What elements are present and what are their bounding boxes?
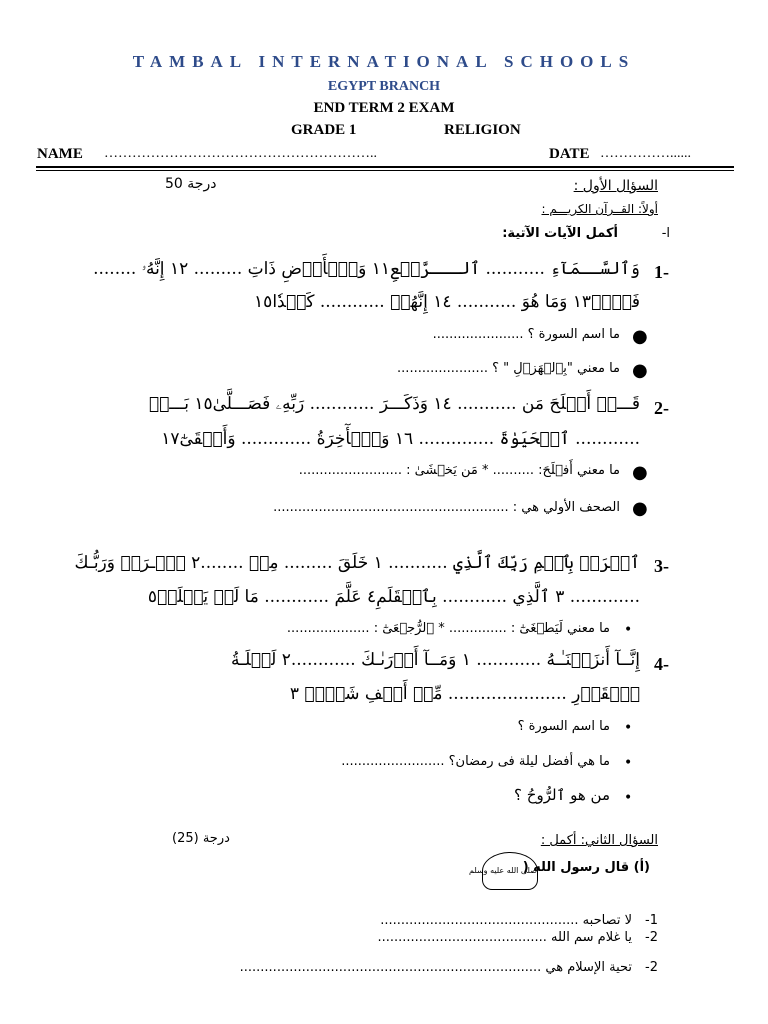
part2-item2: يا غلام سم الله ......................................... (377, 930, 632, 945)
q2-bullet1: ما معني أَفۡلَحَ: .......... * مَن يَخۡشَىٰ : ......................... (298, 463, 620, 478)
q1-bullet2: ما معني "بِٱلۡهَزۡلِ " ؟ ...................... (397, 361, 620, 376)
part2-item2-number: 2- (645, 930, 658, 945)
bullet-icon: ● (632, 462, 648, 483)
part2-item3-number: 2- (645, 960, 658, 975)
q3-line1: ٱقۡرَأۡ بِٱسۡمِ رَبِّكَ ٱلَّذِي ........... ١ خَلَقَ ......... مِنۡ ........٢ ٱقۡـرَأۡ وَرَبُّـكَ (74, 553, 640, 573)
q2-bullet2: الصحف الأولي هي : ......................................................... (273, 500, 620, 515)
q4-bullet1: ما اسم السورة ؟ (517, 719, 610, 734)
bullet-icon: • (624, 622, 633, 638)
q2-number: 2- (654, 398, 669, 418)
bullet-icon: ● (632, 498, 648, 519)
q3-bullet1: ما معني لَيَطۡغَىٰٓ : .............. * ٱلرُّجۡعَىٰٓ : .................... (286, 621, 610, 636)
bullet-icon: ● (632, 326, 648, 347)
hadith-intro: (أ) قال رسول الله ( (522, 860, 650, 875)
header-rule-thin (36, 170, 734, 171)
part1-score: درجة 50 (165, 176, 217, 192)
date-field[interactable]: ……………...... (600, 146, 691, 161)
bullet-icon: • (624, 755, 633, 771)
q3-number: 3- (654, 556, 669, 576)
part1-subtitle: أولاً: القــرآن الكريـــم : (541, 202, 658, 216)
q4-number: 4- (654, 654, 669, 674)
part1-title: السؤال الأول : (573, 178, 658, 194)
exam-title: END TERM 2 EXAM (313, 100, 455, 116)
instruction-number: ا- (661, 226, 670, 241)
part2-item3: تحية الإسلام هي ......................................................................... (239, 960, 632, 975)
q2-line2: ............ ٱلۡحَيَوٰةَ .............. ١٦ وَٱلۡأٓخِرَةُ ............. وَأَبۡقَىٰٓ١٧ (161, 429, 640, 449)
school-name: TAMBAL INTERNATIONAL SCHOOLS (132, 52, 636, 71)
q1-line1: وَٱلسَّــمَآءِ ........... ٱلـــرَّجۡعِ١١ وَٱلۡأَرۡضِ ذَاتِ ......... ١٢ إِنَّهُۥ ........ (93, 259, 640, 279)
branch-name: EGYPT BRANCH (327, 79, 441, 94)
bullet-icon: ● (632, 360, 648, 381)
part2-title: السؤال الثاني: أكمل : (540, 833, 658, 848)
grade-label: GRADE 1 (291, 122, 357, 138)
name-label: NAME (37, 146, 83, 162)
bullet-icon: • (624, 790, 633, 806)
salutation-seal-icon: صلى الله عليه وسلم (482, 852, 538, 890)
q4-bullet2: ما هي أفضل ليلة فى رمضان؟ ......................... (341, 754, 610, 769)
q3-line2: ............. ٣ ٱلَّذِي ............ بِٱلۡقَلَمِ٤ عَلَّمَ ............ مَا لَمۡ يَعۡلَمۡ٥ (147, 587, 640, 607)
date-label: DATE (549, 146, 590, 162)
q1-bullet1: ما اسم السورة ؟ ...................... (432, 327, 620, 342)
name-field[interactable]: ………………………………………………….. (104, 146, 377, 161)
q1-line2: فَصۡلٞ١٣ وَمَا هُوَ ........... ١٤ إِنَّهُمۡ ............ كَيۡدٗا١٥ (254, 292, 640, 312)
q4-bullet3: من هو ٱلرُّوحُ ؟ (514, 786, 610, 804)
bullet-icon: • (624, 720, 633, 736)
q1-number: 1- (654, 262, 669, 282)
q2-line1: قَـــدۡ أَفۡلَحَ مَن ........... ١٤ وَذَكَـــرَ ............ رَبِّهِۦ فَصَـــلَّىٰ١٥ بَـــلۡ (148, 394, 640, 414)
q4-line2: ٱلۡقَدۡرِ ...................... مِّنۡ أَلۡفِ شَهۡرٖ ٣ (289, 684, 640, 704)
q4-line1: إِنَّــآ أَنزَلۡنَـٰـهُ ............ ١ وَمَــآ أَدۡرَىٰـكَ ............٢ لَيۡلَـةُ (231, 650, 640, 670)
part2-item1: لا تصاحبه ................................................ (380, 913, 632, 928)
instruction: أكمل الآيات الآتية: (502, 226, 618, 241)
header-rule (36, 166, 734, 168)
part2-item1-number: 1- (645, 913, 658, 928)
subject-label: RELIGION (444, 122, 521, 138)
part2-score: درجة (25) (172, 831, 230, 846)
